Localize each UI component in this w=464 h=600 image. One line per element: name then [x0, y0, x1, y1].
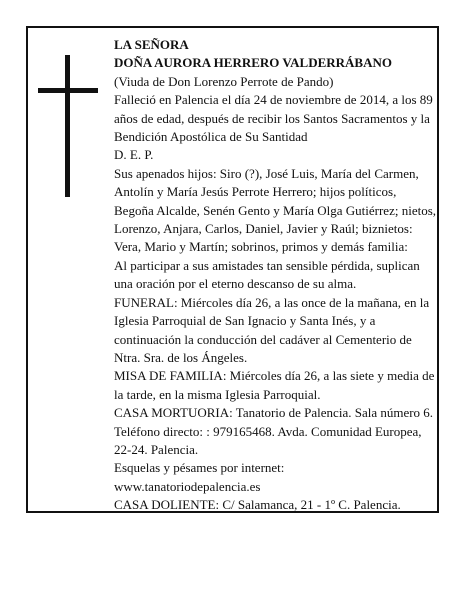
prayer-request: Al participar a sus amistades tan sensible pérdida, suplican una oración por el eterno descanso de su alma.	[114, 257, 420, 292]
family-list: Sus apenados hijos: Siro (?), José Luis, María del Carmen, Antolín y María Jesús Perrote Herrero; hijos políticos, Begoña Alcalde, Senén Gento y María Olga Gutiérrez; nietos, Lorenzo, Anjara, Carlos, Daniel, Javier y Raúl; biznietos: Vera, Mario y Martín; sobrinos, primos y demás familia:	[114, 165, 437, 255]
funeral-details: FUNERAL: Miércoles día 26, a las once de la mañana, en la Iglesia Parroquial de San Ignacio y Santa Inés, y a continuación la conducción del cadáver al Cementerio de Ntra. Sra. de los Ángeles.	[114, 294, 430, 365]
cross-vertical-bar	[65, 55, 70, 197]
dep-text: D. E. P.	[114, 147, 154, 163]
family-mass: MISA DE FAMILIA: Miércoles día 26, a las siete y media de la tarde, en la misma Iglesia Parroquial.	[114, 368, 435, 402]
mortuary-details: CASA MORTUORIA: Tanatorio de Palencia. Sala número 6. Teléfono directo: : 979165468. Avda. Comunidad Europea, 22-24. Palencia.	[114, 405, 434, 457]
deceased-name: DOÑA AURORA HERRERO VALDERRÁBANO	[114, 55, 392, 71]
obituary-text	[114, 36, 436, 515]
notice-title: LA SEÑORA	[114, 37, 189, 52]
website-link[interactable]: www.tanatoriodepalencia.es	[114, 478, 261, 494]
home-address: CASA DOLIENTE: C/ Salamanca, 21 - 1º C. Palencia.	[114, 497, 401, 513]
cross-horizontal-bar	[38, 88, 98, 93]
internet-label: Esquelas y pésames por internet:	[114, 460, 285, 476]
widow-of: (Viuda de Don Lorenzo Perrote de Pando)	[114, 73, 334, 89]
death-details: Falleció en Palencia el día 24 de noviembre de 2014, a los 89 años de edad, después de recibir los Santos Sacramentos y la Bendición Apostólica de Su Santidad	[114, 92, 433, 145]
